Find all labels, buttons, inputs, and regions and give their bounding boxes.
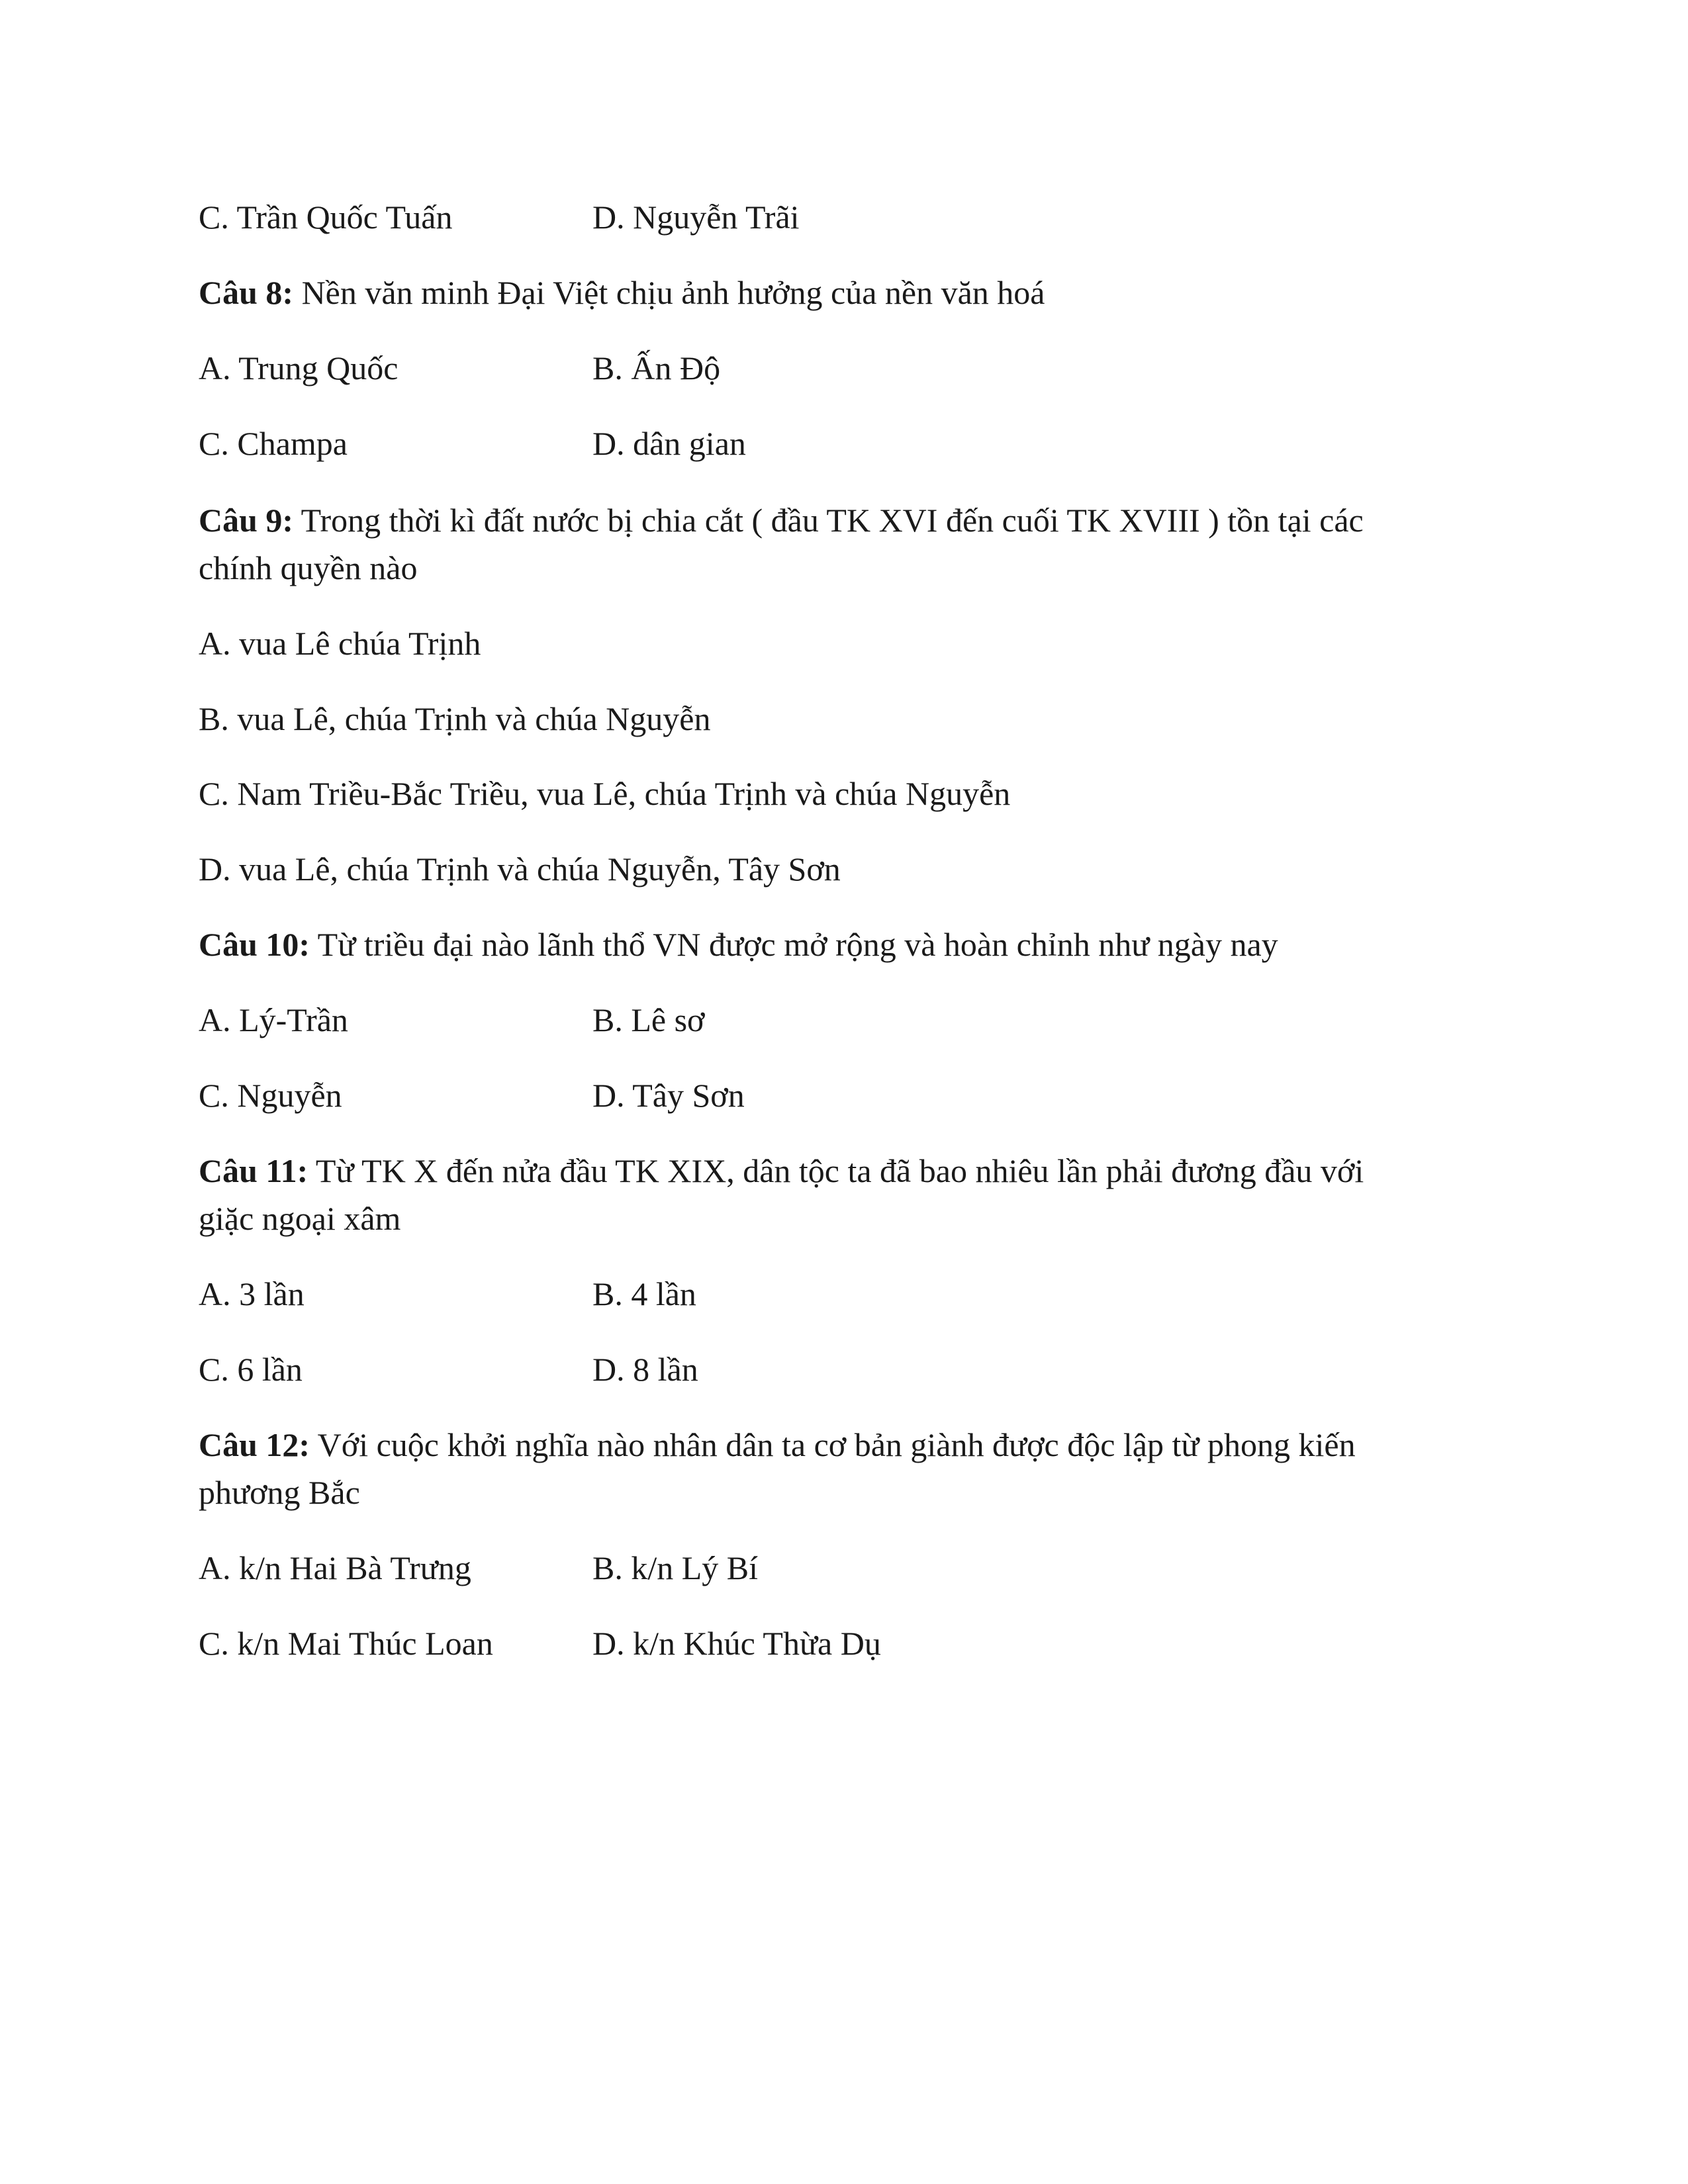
q11-option-a: A. 3 lần [199, 1275, 305, 1312]
q9-option-a: A. vua Lê chúa Trịnh [199, 625, 481, 662]
q11-option-c: C. 6 lần [199, 1351, 303, 1388]
q10-option-d: D. Tây Sơn [592, 1077, 745, 1114]
question-9 [199, 496, 1364, 544]
question-10 [199, 921, 1278, 968]
question-8-label: Câu 8: [199, 274, 294, 311]
q8-option-d: D. dân gian [592, 425, 746, 462]
question-11 [199, 1147, 1364, 1195]
question-8-text: Nền văn minh Đại Việt chịu ảnh hưởng của nền văn hoá [293, 274, 1045, 311]
q9-option-b: B. vua Lê, chúa Trịnh và chúa Nguyễn [199, 700, 711, 737]
prev-option-c: C. Trần Quốc Tuấn [199, 199, 453, 236]
q8-option-c: C. Champa [199, 425, 348, 462]
question-8 [199, 269, 1045, 316]
prev-option-d: D. Nguyễn Trãi [592, 199, 800, 236]
q12-option-a: A. k/n Hai Bà Trưng [199, 1549, 471, 1586]
q8-option-a: A. Trung Quốc [199, 349, 399, 387]
question-9-label: Câu 9: [199, 502, 294, 539]
question-12-label: Câu 12: [199, 1426, 310, 1463]
question-9-text-line1: Trong thời kì đất nước bị chia cắt ( đầu TK XVI đến cuối TK XVIII ) tồn tại các [293, 502, 1364, 539]
q10-option-b: B. Lê sơ [592, 1001, 705, 1038]
q9-option-c: C. Nam Triều-Bắc Triều, vua Lê, chúa Trịnh và chúa Nguyễn [199, 775, 1011, 812]
q11-option-d: D. 8 lần [592, 1351, 698, 1388]
question-11-text-line1: Từ TK X đến nửa đầu TK XIX, dân tộc ta đã bao nhiêu lần phải đương đầu với [308, 1152, 1364, 1189]
question-10-text: Từ triều đại nào lãnh thổ VN được mở rộng và hoàn chỉnh như ngày nay [310, 926, 1278, 963]
question-12 [199, 1421, 1356, 1469]
q11-option-b: B. 4 lần [592, 1275, 696, 1312]
q10-option-a: A. Lý-Trần [199, 1001, 348, 1038]
q8-option-b: B. Ấn Độ [592, 349, 721, 387]
q12-option-d: D. k/n Khúc Thừa Dụ [592, 1625, 881, 1662]
question-10-label: Câu 10: [199, 926, 310, 963]
q10-option-c: C. Nguyễn [199, 1077, 342, 1114]
question-11-text-line2: giặc ngoại xâm [199, 1200, 401, 1237]
question-9-text-line2: chính quyền nào [199, 549, 418, 586]
question-11-label: Câu 11: [199, 1152, 308, 1189]
question-12-text-line1: Với cuộc khởi nghĩa nào nhân dân ta cơ bản giành được độc lập từ phong kiến [310, 1426, 1356, 1463]
q12-option-b: B. k/n Lý Bí [592, 1549, 759, 1586]
question-12-text-line2: phương Bắc [199, 1474, 360, 1511]
q12-option-c: C. k/n Mai Thúc Loan [199, 1625, 493, 1662]
q9-option-d: D. vua Lê, chúa Trịnh và chúa Nguyễn, Tây Sơn [199, 850, 841, 887]
